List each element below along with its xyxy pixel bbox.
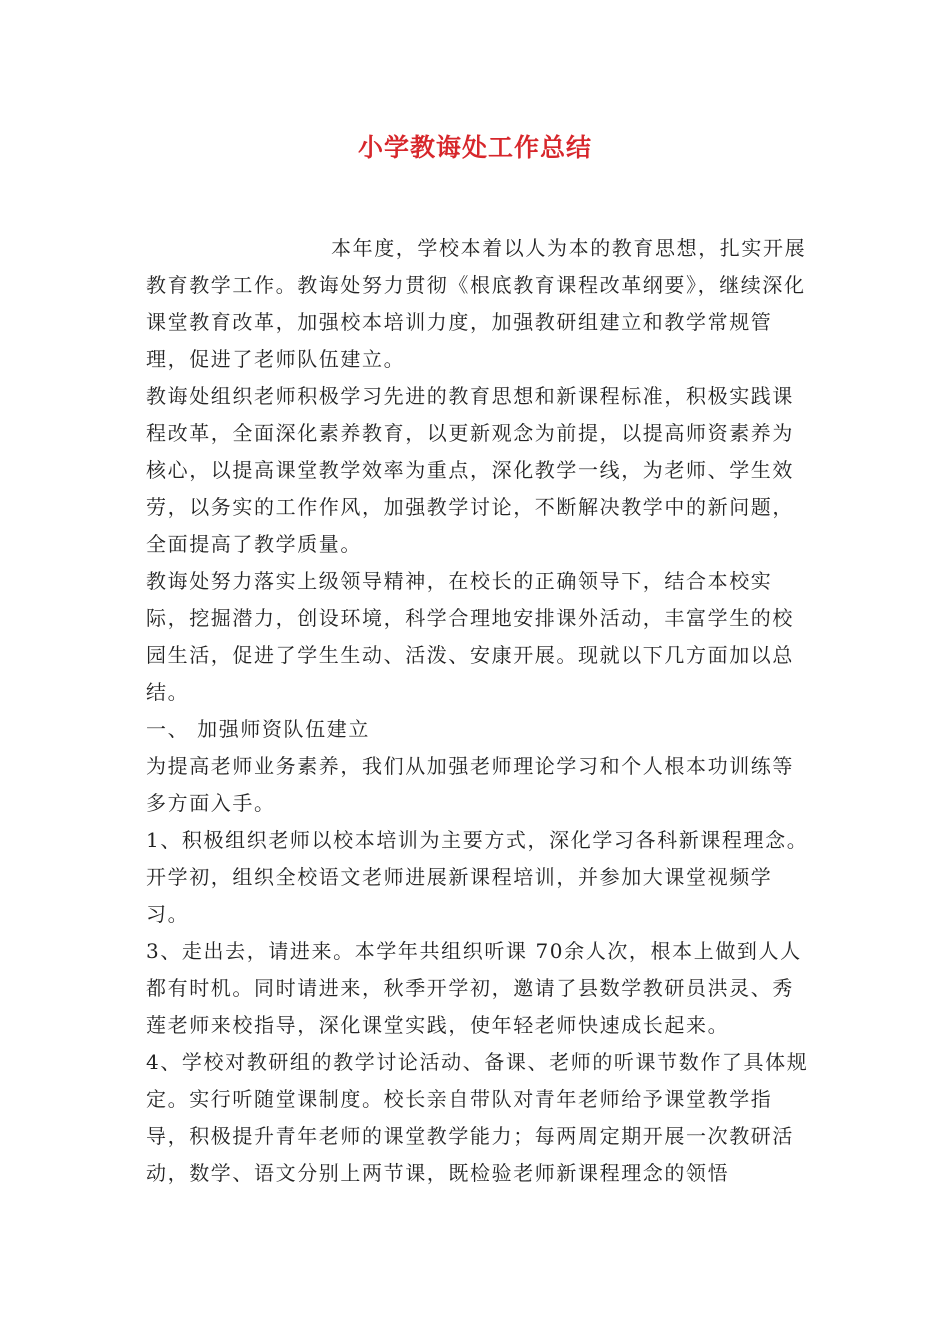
section-heading-1: 一、 加强师资队伍建立	[146, 717, 370, 741]
paragraph-3: 教诲处努力落实上级领导精神，在校长的正确领导下，结合本校实际，挖掘潜力，创设环境，科学合理地安排课外活动，丰富学生的校园生活，促进了学生生动、活泼、安康开展。现就以下几方面加以总结。	[146, 569, 794, 704]
document-body	[146, 230, 811, 1192]
paragraph-5: 为提高老师业务素养，我们从加强老师理论学习和个人根本功训练等多方面入手。	[146, 754, 794, 815]
paragraph-2: 教诲处组织老师积极学习先进的教育思想和新课程标准，积极实践课程改革，全面深化素养教育，以更新观念为前提，以提高师资素养为核心，以提高课堂教学效率为重点，深化教学一线，为老师、学生效劳，以务实的工作作风，加强教学讨论，不断解决教学中的新问题，全面提高了教学质量。	[146, 384, 794, 556]
list-item-3: 3、走出去，请进来。本学年共组织听课 70余人次，根本上做到人人都有时机。同时请进来，秋季开学初，邀请了县数学教研员洪灵、秀莲老师来校指导，深化课堂实践，使年轻老师快速成长起来。	[146, 939, 802, 1037]
list-item-1: 1、积极组织老师以校本培训为主要方式，深化学习各科新课程理念。开学初，组织全校语文老师进展新课程培训，并参加大课堂视频学习。	[146, 828, 809, 926]
list-item-4: 4、学校对教研组的教学讨论活动、备课、老师的听课节数作了具体规定。实行听随堂课制度。校长亲自带队对青年老师给予课堂教学指导，积极提升青年老师的课堂教学能力；每两周定期开展一次教研活动，数学、语文分别上两节课，既检验老师新课程理念的领悟	[146, 1050, 809, 1185]
document-title: 小学教诲处工作总结	[357, 133, 592, 162]
paragraph-intro: 本年度，学校本着以人为本的教育思想，扎实开展教育教学工作。教诲处努力贯彻《根底教育课程改革纲要》，继续深化课堂教育改革，加强校本培训力度，加强教研组建立和教学常规管理，促进了老师队伍建立。	[146, 236, 807, 371]
